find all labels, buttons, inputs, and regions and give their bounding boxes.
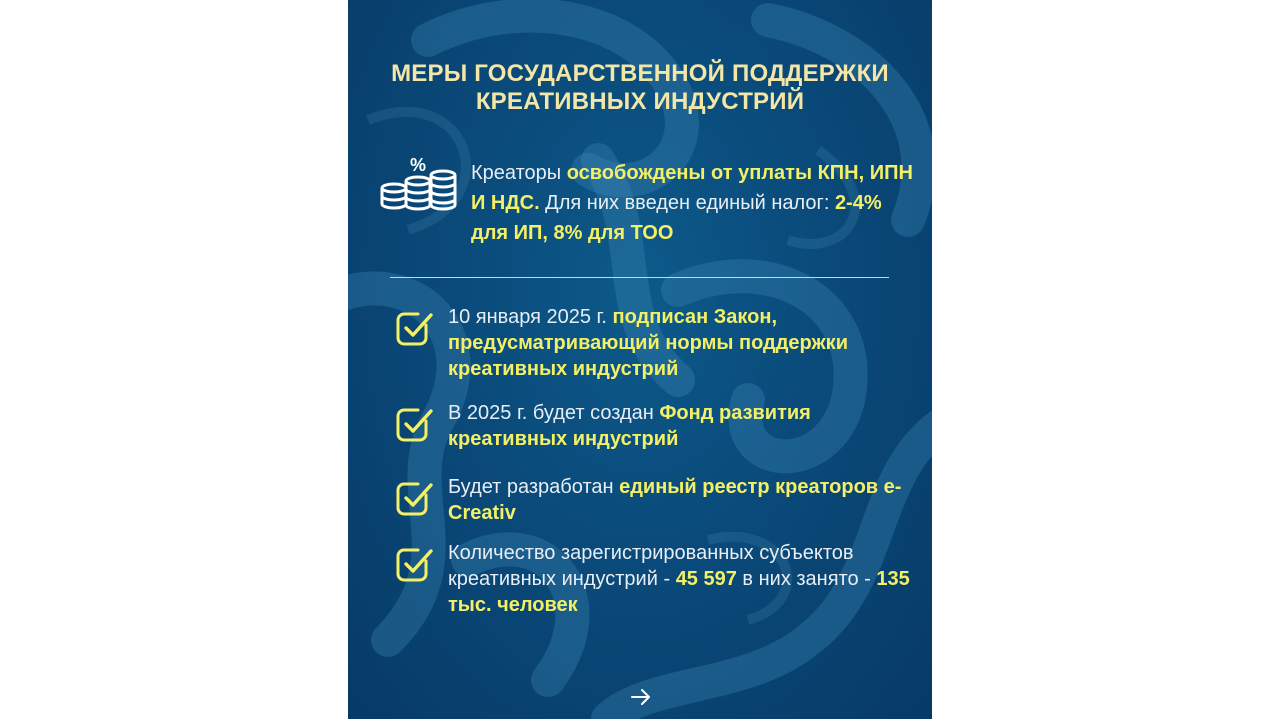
item-highlight-1: Фонд развития креативных индустрий bbox=[448, 402, 811, 450]
check-icon bbox=[396, 478, 434, 516]
check-icon bbox=[396, 308, 434, 346]
item-plain-1: В 2025 г. будет создан bbox=[448, 402, 660, 424]
item-plain-1: Количество зарегистрированных субъектов креативных индустрий - bbox=[448, 542, 854, 590]
list-item-text bbox=[448, 474, 918, 526]
item-plain-1: 10 января 2025 г. bbox=[448, 306, 613, 328]
list-item-text bbox=[448, 304, 918, 382]
title-line-1: МЕРЫ ГОСУДАРСТВЕННОЙ ПОДДЕРЖКИ bbox=[391, 60, 889, 87]
item-highlight-1: 45 597 bbox=[675, 568, 737, 590]
divider bbox=[390, 277, 889, 278]
list-item-text bbox=[448, 400, 918, 452]
item-highlight-1: единый реестр креаторов e-Creativ bbox=[448, 476, 902, 524]
item-plain-1: Будет разработан bbox=[448, 476, 620, 498]
item-highlight-1: подписан Закон, предусматривающий нормы поддержки креативных индустрий bbox=[448, 306, 848, 380]
check-icon bbox=[396, 404, 434, 442]
tax-text-highlight-2: 2-4% для ИП, 8% для ТОО bbox=[471, 192, 882, 244]
check-icon bbox=[396, 544, 434, 582]
tax-text-plain-2: Для них введен единый налог: bbox=[539, 192, 835, 214]
coins-percent-icon bbox=[380, 155, 462, 215]
tax-text bbox=[471, 158, 921, 248]
infographic-card bbox=[348, 0, 932, 719]
svg-text:%: % bbox=[410, 155, 427, 175]
tax-text-plain-1: Креаторы bbox=[471, 162, 567, 184]
arrow-right-icon[interactable] bbox=[630, 688, 652, 706]
list-item-text bbox=[448, 540, 918, 618]
page-title bbox=[348, 60, 932, 116]
title-line-2: КРЕАТИВНЫХ ИНДУСТРИЙ bbox=[475, 88, 805, 115]
item-highlight-2: 135 тыс. человек bbox=[448, 568, 910, 616]
item-plain-2: в них занято - bbox=[736, 568, 877, 590]
tax-text-highlight-1: освобождены от уплаты КПН, ИПН И НДС. bbox=[471, 162, 913, 214]
